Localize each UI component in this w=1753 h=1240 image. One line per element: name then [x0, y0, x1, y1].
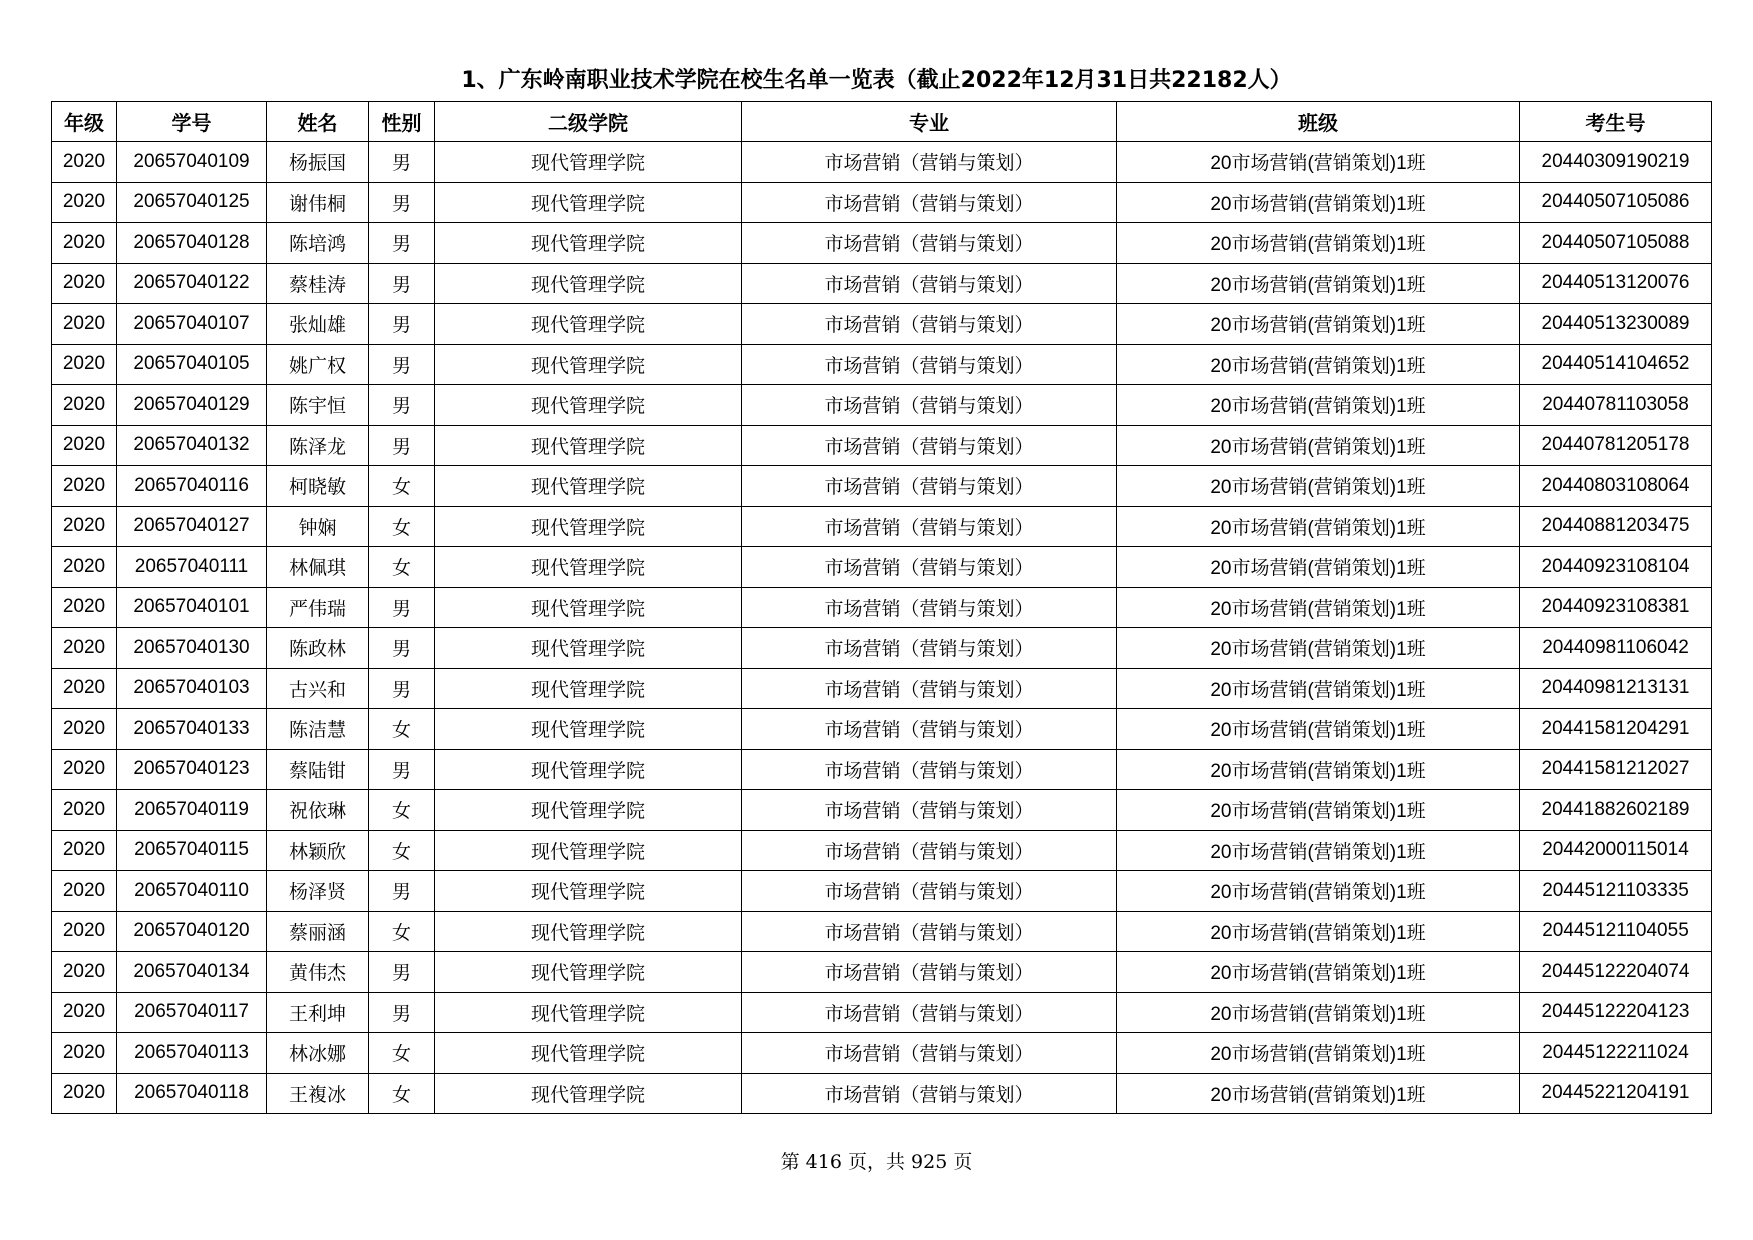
college-cell: 现代管理学院: [435, 182, 742, 223]
table-row: [52, 952, 1712, 993]
college-cell: 现代管理学院: [435, 304, 742, 345]
college-cell: 现代管理学院: [435, 992, 742, 1033]
class-cell: 20市场营销(营销策划)1班: [1117, 749, 1520, 790]
gender-cell: 女: [369, 830, 435, 871]
college-cell: 现代管理学院: [435, 385, 742, 426]
major-cell: 市场营销（营销与策划）: [742, 425, 1117, 466]
college-cell: 现代管理学院: [435, 749, 742, 790]
grade-cell: 2020: [52, 830, 117, 871]
student-id-cell: 20657040103: [117, 668, 267, 709]
gender-cell: 男: [369, 385, 435, 426]
col-header-major: 专业: [742, 102, 1117, 142]
class-cell: 20市场营销(营销策划)1班: [1117, 709, 1520, 750]
grade-cell: 2020: [52, 871, 117, 912]
student-id-cell: 20657040101: [117, 587, 267, 628]
college-cell: 现代管理学院: [435, 547, 742, 588]
major-cell: 市场营销（营销与策划）: [742, 587, 1117, 628]
major-cell: 市场营销（营销与策划）: [742, 547, 1117, 588]
grade-cell: 2020: [52, 911, 117, 952]
class-cell: 20市场营销(营销策划)1班: [1117, 344, 1520, 385]
exam-number-cell: 20440803108064: [1520, 466, 1712, 507]
student-id-cell: 20657040130: [117, 628, 267, 669]
student-id-cell: 20657040118: [117, 1073, 267, 1114]
exam-number-cell: 20441581204291: [1520, 709, 1712, 750]
table-row: [52, 142, 1712, 183]
gender-cell: 女: [369, 911, 435, 952]
student-id-cell: 20657040134: [117, 952, 267, 993]
exam-number-cell: 20445122204123: [1520, 992, 1712, 1033]
col-header-gender: 性别: [369, 102, 435, 142]
table-row: [52, 749, 1712, 790]
name-cell: 古兴和: [267, 668, 369, 709]
exam-number-cell: 20440781103058: [1520, 385, 1712, 426]
table-row: [52, 790, 1712, 831]
college-cell: 现代管理学院: [435, 263, 742, 304]
name-cell: 林冰娜: [267, 1033, 369, 1074]
table-row: [52, 466, 1712, 507]
college-cell: 现代管理学院: [435, 871, 742, 912]
grade-cell: 2020: [52, 142, 117, 183]
exam-number-cell: 20445121104055: [1520, 911, 1712, 952]
major-cell: 市场营销（营销与策划）: [742, 911, 1117, 952]
college-cell: 现代管理学院: [435, 466, 742, 507]
student-id-cell: 20657040123: [117, 749, 267, 790]
name-cell: 蔡丽涵: [267, 911, 369, 952]
student-id-cell: 20657040107: [117, 304, 267, 345]
grade-cell: 2020: [52, 992, 117, 1033]
exam-number-cell: 20440781205178: [1520, 425, 1712, 466]
class-cell: 20市场营销(营销策划)1班: [1117, 263, 1520, 304]
table-row: [52, 425, 1712, 466]
exam-number-cell: 20442000115014: [1520, 830, 1712, 871]
class-cell: 20市场营销(营销策划)1班: [1117, 385, 1520, 426]
exam-number-cell: 20445122204074: [1520, 952, 1712, 993]
table-header-row: [52, 102, 1712, 142]
gender-cell: 女: [369, 1033, 435, 1074]
col-header-name: 姓名: [267, 102, 369, 142]
table-row: [52, 587, 1712, 628]
class-cell: 20市场营销(营销策划)1班: [1117, 992, 1520, 1033]
major-cell: 市场营销（营销与策划）: [742, 304, 1117, 345]
gender-cell: 男: [369, 142, 435, 183]
grade-cell: 2020: [52, 668, 117, 709]
student-id-cell: 20657040132: [117, 425, 267, 466]
student-id-cell: 20657040111: [117, 547, 267, 588]
student-id-cell: 20657040109: [117, 142, 267, 183]
document-title: 1、广东岭南职业技术学院在校生名单一览表（截止2022年12月31日共22182人）: [461, 68, 1292, 93]
gender-cell: 男: [369, 587, 435, 628]
table-row: [52, 628, 1712, 669]
college-cell: 现代管理学院: [435, 952, 742, 993]
table-row: [52, 223, 1712, 264]
table-row: [52, 547, 1712, 588]
name-cell: 严伟瑞: [267, 587, 369, 628]
major-cell: 市场营销（营销与策划）: [742, 182, 1117, 223]
grade-cell: 2020: [52, 304, 117, 345]
table-row: [52, 304, 1712, 345]
class-cell: 20市场营销(营销策划)1班: [1117, 466, 1520, 507]
college-cell: 现代管理学院: [435, 142, 742, 183]
table-row: [52, 992, 1712, 1033]
col-header-student-id: 学号: [117, 102, 267, 142]
gender-cell: 男: [369, 668, 435, 709]
table-row: [52, 182, 1712, 223]
gender-cell: 男: [369, 263, 435, 304]
major-cell: 市场营销（营销与策划）: [742, 628, 1117, 669]
grade-cell: 2020: [52, 182, 117, 223]
class-cell: 20市场营销(营销策划)1班: [1117, 668, 1520, 709]
name-cell: 林颖欣: [267, 830, 369, 871]
name-cell: 黄伟杰: [267, 952, 369, 993]
major-cell: 市场营销（营销与策划）: [742, 1073, 1117, 1114]
name-cell: 杨泽贤: [267, 871, 369, 912]
gender-cell: 男: [369, 182, 435, 223]
class-cell: 20市场营销(营销策划)1班: [1117, 142, 1520, 183]
grade-cell: 2020: [52, 790, 117, 831]
exam-number-cell: 20445121103335: [1520, 871, 1712, 912]
student-id-cell: 20657040128: [117, 223, 267, 264]
major-cell: 市场营销（营销与策划）: [742, 709, 1117, 750]
table-body: [52, 142, 1712, 1114]
table-row: [52, 385, 1712, 426]
exam-number-cell: 20441882602189: [1520, 790, 1712, 831]
col-header-college: 二级学院: [435, 102, 742, 142]
class-cell: 20市场营销(营销策划)1班: [1117, 871, 1520, 912]
gender-cell: 女: [369, 790, 435, 831]
exam-number-cell: 20440981106042: [1520, 628, 1712, 669]
college-cell: 现代管理学院: [435, 344, 742, 385]
name-cell: 陈政林: [267, 628, 369, 669]
name-cell: 蔡陆钳: [267, 749, 369, 790]
gender-cell: 男: [369, 223, 435, 264]
table-row: [52, 830, 1712, 871]
student-id-cell: 20657040116: [117, 466, 267, 507]
student-roster-table: [51, 101, 1712, 1114]
exam-number-cell: 20440923108381: [1520, 587, 1712, 628]
table-row: [52, 1073, 1712, 1114]
gender-cell: 男: [369, 749, 435, 790]
grade-cell: 2020: [52, 223, 117, 264]
major-cell: 市场营销（营销与策划）: [742, 263, 1117, 304]
major-cell: 市场营销（营销与策划）: [742, 466, 1117, 507]
table-row: [52, 709, 1712, 750]
table-row: [52, 506, 1712, 547]
college-cell: 现代管理学院: [435, 830, 742, 871]
exam-number-cell: 20445122211024: [1520, 1033, 1712, 1074]
college-cell: 现代管理学院: [435, 223, 742, 264]
grade-cell: 2020: [52, 587, 117, 628]
exam-number-cell: 20440507105086: [1520, 182, 1712, 223]
col-header-exam-number: 考生号: [1520, 102, 1712, 142]
major-cell: 市场营销（营销与策划）: [742, 506, 1117, 547]
name-cell: 陈培鸿: [267, 223, 369, 264]
major-cell: 市场营销（营销与策划）: [742, 1033, 1117, 1074]
table-row: [52, 871, 1712, 912]
col-header-class: 班级: [1117, 102, 1520, 142]
grade-cell: 2020: [52, 709, 117, 750]
name-cell: 祝依琳: [267, 790, 369, 831]
exam-number-cell: 20440513120076: [1520, 263, 1712, 304]
student-id-cell: 20657040113: [117, 1033, 267, 1074]
college-cell: 现代管理学院: [435, 425, 742, 466]
student-id-cell: 20657040120: [117, 911, 267, 952]
student-id-cell: 20657040117: [117, 992, 267, 1033]
college-cell: 现代管理学院: [435, 709, 742, 750]
class-cell: 20市场营销(营销策划)1班: [1117, 587, 1520, 628]
class-cell: 20市场营销(营销策划)1班: [1117, 1033, 1520, 1074]
gender-cell: 女: [369, 506, 435, 547]
grade-cell: 2020: [52, 628, 117, 669]
exam-number-cell: 20440309190219: [1520, 142, 1712, 183]
class-cell: 20市场营销(营销策划)1班: [1117, 952, 1520, 993]
major-cell: 市场营销（营销与策划）: [742, 992, 1117, 1033]
gender-cell: 女: [369, 466, 435, 507]
class-cell: 20市场营销(营销策划)1班: [1117, 830, 1520, 871]
class-cell: 20市场营销(营销策划)1班: [1117, 425, 1520, 466]
class-cell: 20市场营销(营销策划)1班: [1117, 223, 1520, 264]
major-cell: 市场营销（营销与策划）: [742, 223, 1117, 264]
col-header-grade: 年级: [52, 102, 117, 142]
college-cell: 现代管理学院: [435, 790, 742, 831]
table-row: [52, 1033, 1712, 1074]
class-cell: 20市场营销(营销策划)1班: [1117, 547, 1520, 588]
name-cell: 林佩琪: [267, 547, 369, 588]
name-cell: 王複冰: [267, 1073, 369, 1114]
class-cell: 20市场营销(营销策划)1班: [1117, 790, 1520, 831]
name-cell: 陈宇恒: [267, 385, 369, 426]
class-cell: 20市场营销(营销策划)1班: [1117, 628, 1520, 669]
name-cell: 姚广权: [267, 344, 369, 385]
college-cell: 现代管理学院: [435, 911, 742, 952]
exam-number-cell: 20440514104652: [1520, 344, 1712, 385]
college-cell: 现代管理学院: [435, 587, 742, 628]
college-cell: 现代管理学院: [435, 1073, 742, 1114]
student-id-cell: 20657040119: [117, 790, 267, 831]
major-cell: 市场营销（营销与策划）: [742, 749, 1117, 790]
major-cell: 市场营销（营销与策划）: [742, 790, 1117, 831]
gender-cell: 女: [369, 1073, 435, 1114]
student-id-cell: 20657040127: [117, 506, 267, 547]
major-cell: 市场营销（营销与策划）: [742, 385, 1117, 426]
name-cell: 杨振国: [267, 142, 369, 183]
student-id-cell: 20657040133: [117, 709, 267, 750]
name-cell: 王利坤: [267, 992, 369, 1033]
college-cell: 现代管理学院: [435, 668, 742, 709]
name-cell: 柯晓敏: [267, 466, 369, 507]
grade-cell: 2020: [52, 1033, 117, 1074]
grade-cell: 2020: [52, 1073, 117, 1114]
exam-number-cell: 20440923108104: [1520, 547, 1712, 588]
name-cell: 陈洁慧: [267, 709, 369, 750]
page-footer: 第 416 页，共 925 页: [780, 1151, 973, 1173]
gender-cell: 男: [369, 871, 435, 912]
gender-cell: 男: [369, 628, 435, 669]
grade-cell: 2020: [52, 425, 117, 466]
major-cell: 市场营销（营销与策划）: [742, 871, 1117, 912]
exam-number-cell: 20440513230089: [1520, 304, 1712, 345]
college-cell: 现代管理学院: [435, 506, 742, 547]
college-cell: 现代管理学院: [435, 628, 742, 669]
name-cell: 陈泽龙: [267, 425, 369, 466]
major-cell: 市场营销（营销与策划）: [742, 830, 1117, 871]
exam-number-cell: 20441581212027: [1520, 749, 1712, 790]
grade-cell: 2020: [52, 506, 117, 547]
gender-cell: 男: [369, 992, 435, 1033]
class-cell: 20市场营销(营销策划)1班: [1117, 506, 1520, 547]
student-id-cell: 20657040115: [117, 830, 267, 871]
grade-cell: 2020: [52, 547, 117, 588]
exam-number-cell: 20445221204191: [1520, 1073, 1712, 1114]
table-row: [52, 668, 1712, 709]
student-id-cell: 20657040129: [117, 385, 267, 426]
gender-cell: 男: [369, 425, 435, 466]
gender-cell: 男: [369, 304, 435, 345]
major-cell: 市场营销（营销与策划）: [742, 344, 1117, 385]
major-cell: 市场营销（营销与策划）: [742, 142, 1117, 183]
name-cell: 钟娴: [267, 506, 369, 547]
major-cell: 市场营销（营销与策划）: [742, 952, 1117, 993]
student-id-cell: 20657040105: [117, 344, 267, 385]
grade-cell: 2020: [52, 749, 117, 790]
student-id-cell: 20657040110: [117, 871, 267, 912]
student-id-cell: 20657040125: [117, 182, 267, 223]
exam-number-cell: 20440981213131: [1520, 668, 1712, 709]
name-cell: 谢伟桐: [267, 182, 369, 223]
gender-cell: 男: [369, 952, 435, 993]
grade-cell: 2020: [52, 385, 117, 426]
class-cell: 20市场营销(营销策划)1班: [1117, 182, 1520, 223]
class-cell: 20市场营销(营销策划)1班: [1117, 911, 1520, 952]
gender-cell: 女: [369, 547, 435, 588]
exam-number-cell: 20440507105088: [1520, 223, 1712, 264]
table-row: [52, 263, 1712, 304]
grade-cell: 2020: [52, 344, 117, 385]
gender-cell: 男: [369, 344, 435, 385]
exam-number-cell: 20440881203475: [1520, 506, 1712, 547]
college-cell: 现代管理学院: [435, 1033, 742, 1074]
name-cell: 蔡桂涛: [267, 263, 369, 304]
student-id-cell: 20657040122: [117, 263, 267, 304]
grade-cell: 2020: [52, 952, 117, 993]
gender-cell: 女: [369, 709, 435, 750]
class-cell: 20市场营销(营销策划)1班: [1117, 304, 1520, 345]
major-cell: 市场营销（营销与策划）: [742, 668, 1117, 709]
table-row: [52, 911, 1712, 952]
table-row: [52, 344, 1712, 385]
grade-cell: 2020: [52, 263, 117, 304]
name-cell: 张灿雄: [267, 304, 369, 345]
class-cell: 20市场营销(营销策划)1班: [1117, 1073, 1520, 1114]
grade-cell: 2020: [52, 466, 117, 507]
